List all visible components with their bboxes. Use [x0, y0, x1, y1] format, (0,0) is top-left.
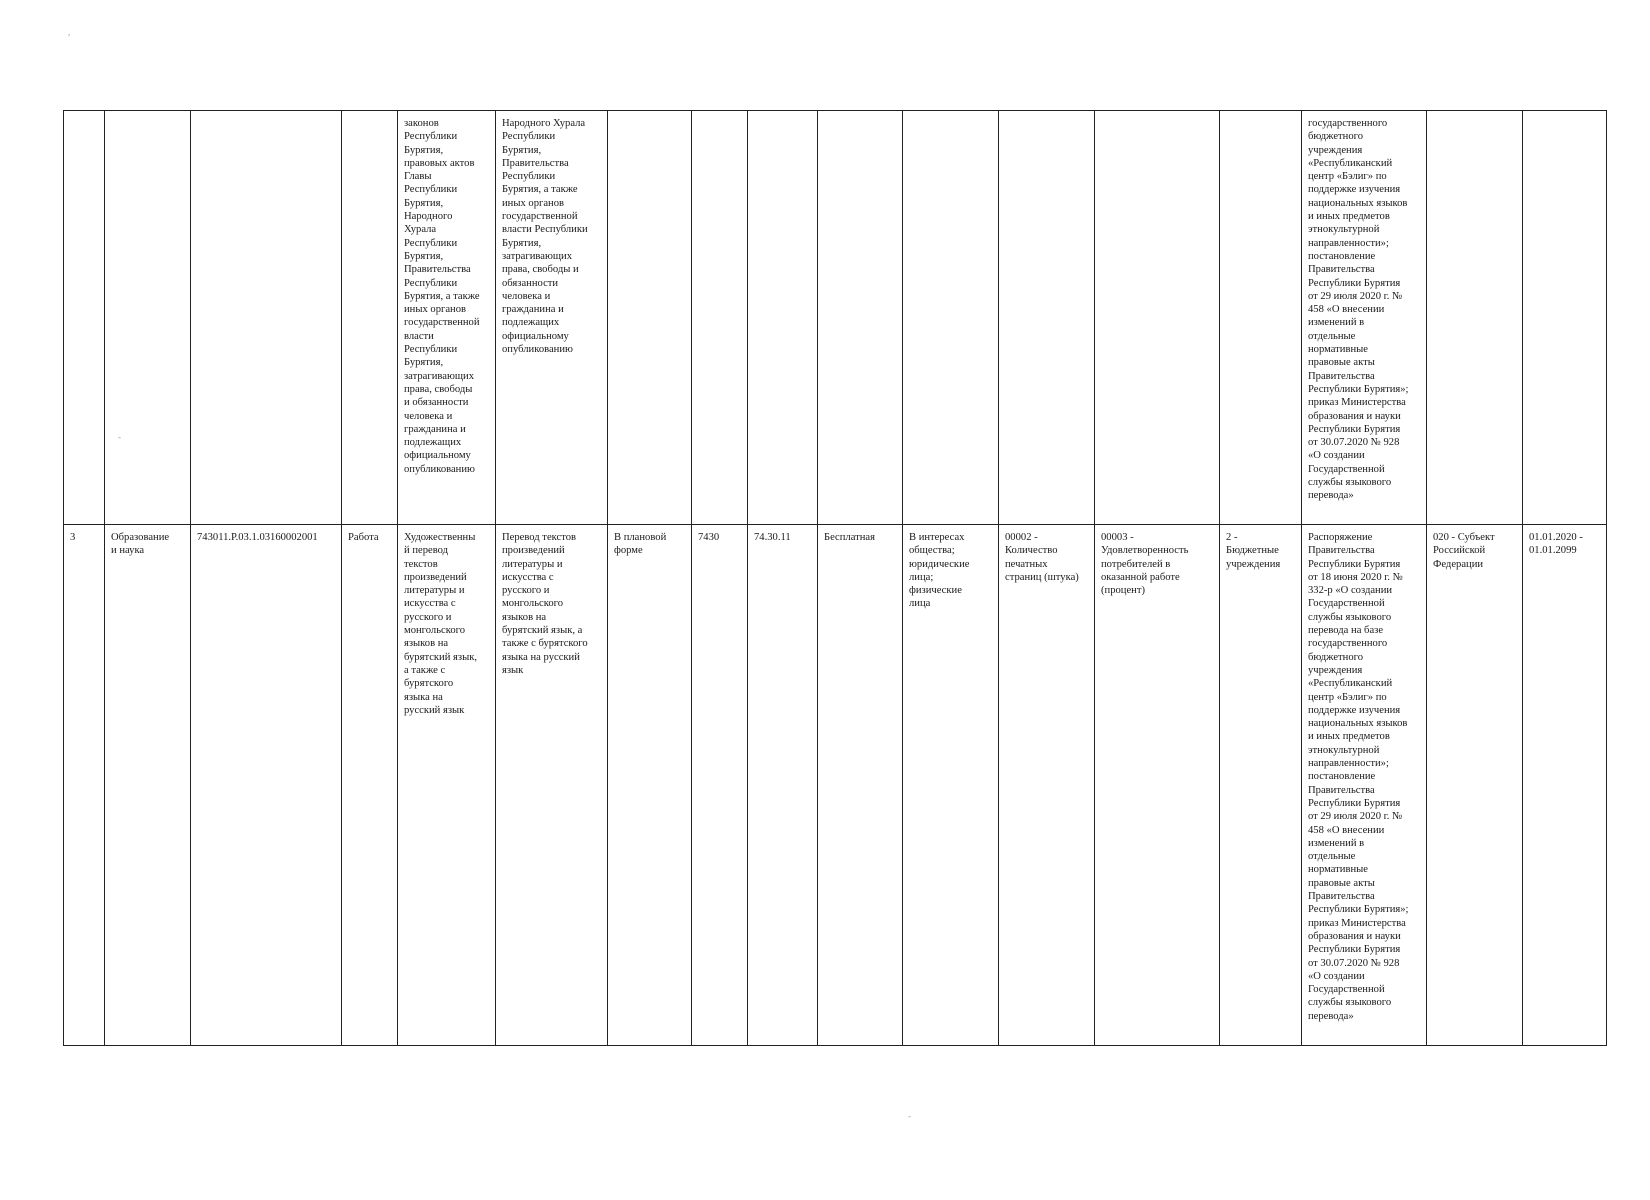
- institution-type-cell: [1220, 525, 1302, 1046]
- legal-acts-cell: [1302, 111, 1427, 525]
- cell-text: 020 - Субъект Российской Федерации: [1433, 532, 1495, 570]
- cell-text: Художественны й перевод текстов произведений литературы и искусства с русского и монгольского языков на бурятский язык, а также с бурятского языка на русский язык: [404, 532, 478, 716]
- cell-text: Перевод текстов произведений литературы и искусства с русского и монгольского языков на бурятский язык, а также с бурятского языка на русский язык: [502, 532, 588, 676]
- scan-mark: -: [118, 432, 121, 442]
- table-row: [64, 111, 1607, 525]
- service-kind-cell: [342, 525, 398, 1046]
- cell-text: 2 - Бюджетные учреждения: [1226, 532, 1281, 570]
- founder-level-cell: [1427, 525, 1523, 1046]
- institution-type-cell: [1220, 111, 1302, 525]
- payment-type-cell: [818, 525, 903, 1046]
- service-kind-cell: [342, 111, 398, 525]
- okved-subcode-cell: [748, 111, 818, 525]
- cell-text: 74.30.11: [754, 532, 791, 543]
- cell-text: Распоряжение Правительства Республики Бурятия от 18 июня 2020 г. № 332-р «О создании Государственной службы языкового перевода на базе государственного бюджетного учреждения «Республиканский центр «Бэлиг» по поддержке изучения национальных языков и иных предметов этнокультурной направленности»; постановление Правительства Республики Бурятия от 29 июля 2020 г. № 458 «О внесении изменений в отдельные нормативные правовые акты Правительства Республики Бурятия»; приказ Министерства образования и науки Республики Бурятия от 30.07.2020 № 928 «О создании Государственной службы языкового перевода»: [1308, 532, 1409, 1022]
- service-form-cell: [608, 525, 692, 1046]
- cell-text: государственного бюджетного учреждения «Республиканский центр «Бэлиг» по поддержке изучения национальных языков и иных предметов этнокультурной направленности»; постановление Правительства Республики Бурятия от 29 июля 2020 г. № 458 «О внесении изменений в отдельные нормативные правовые акты Правительства Республики Бурятия»; приказ Министерства образования и науки Республики Бурятия от 30.07.2020 № 928 «О создании Государственной службы языкового перевода»: [1308, 118, 1409, 502]
- cell-text: 743011.Р.03.1.03160002001: [197, 532, 318, 543]
- cell-text: 7430: [698, 532, 720, 543]
- registry-code-cell: [191, 525, 342, 1046]
- cell-text: 3: [70, 532, 76, 543]
- scan-mark: -: [908, 1111, 911, 1121]
- service-content-cell: [496, 111, 608, 525]
- okved-code-cell: [692, 525, 748, 1046]
- cell-text: Народного Хурала Республики Бурятия, Правительства Республики Бурятия, а также иных органов государственной власти Республики Бурятия, затрагивающих права, свободы и обязанности человека и гражданина и подлежащих официальному опубликованию: [502, 118, 588, 356]
- registry-code-cell: [191, 111, 342, 525]
- cell-text: Образование и наука: [111, 532, 170, 557]
- service-name-cell: [398, 525, 496, 1046]
- service-content-cell: [496, 525, 608, 1046]
- cell-text: 00003 - Удовлетворенность потребителей в оказанной работе (процент): [1101, 532, 1189, 597]
- volume-indicator-cell: [999, 111, 1095, 525]
- cell-text: Работа: [348, 532, 379, 543]
- volume-indicator-cell: [999, 525, 1095, 1046]
- cell-text: В интересах общества; юридические лица; физические лица: [909, 532, 970, 610]
- okved-subcode-cell: [748, 525, 818, 1046]
- scan-mark: ,: [68, 27, 71, 37]
- consumers-cell: [903, 111, 999, 525]
- cell-text: 00002 - Количество печатных страниц (штука): [1005, 532, 1079, 583]
- cell-text: В плановой форме: [614, 532, 667, 557]
- services-registry-table: [63, 110, 1607, 1046]
- cell-text: 01.01.2020 - 01.01.2099: [1529, 532, 1583, 557]
- validity-period-cell: [1523, 111, 1607, 525]
- cell-text: законов Республики Бурятия, правовых актов Главы Республики Бурятия, Народного Хурала Республики Бурятия, Правительства Республики Бурятия, а также иных органов государственной власти Республики Бурятия, затрагивающих права, свободы и обязанности человека и гражданина и подлежащих официальному опубликованию: [404, 118, 480, 475]
- service-name-cell: [398, 111, 496, 525]
- legal-acts-cell: [1302, 525, 1427, 1046]
- quality-indicator-cell: [1095, 111, 1220, 525]
- cell-text: Бесплатная: [824, 532, 876, 543]
- quality-indicator-cell: [1095, 525, 1220, 1046]
- row-number-cell: [64, 525, 105, 1046]
- table-row: [64, 525, 1607, 1046]
- payment-type-cell: [818, 111, 903, 525]
- validity-period-cell: [1523, 525, 1607, 1046]
- okved-code-cell: [692, 111, 748, 525]
- service-form-cell: [608, 111, 692, 525]
- founder-level-cell: [1427, 111, 1523, 525]
- row-number-cell: [64, 111, 105, 525]
- sphere-cell: [105, 525, 191, 1046]
- consumers-cell: [903, 525, 999, 1046]
- sphere-cell: [105, 111, 191, 525]
